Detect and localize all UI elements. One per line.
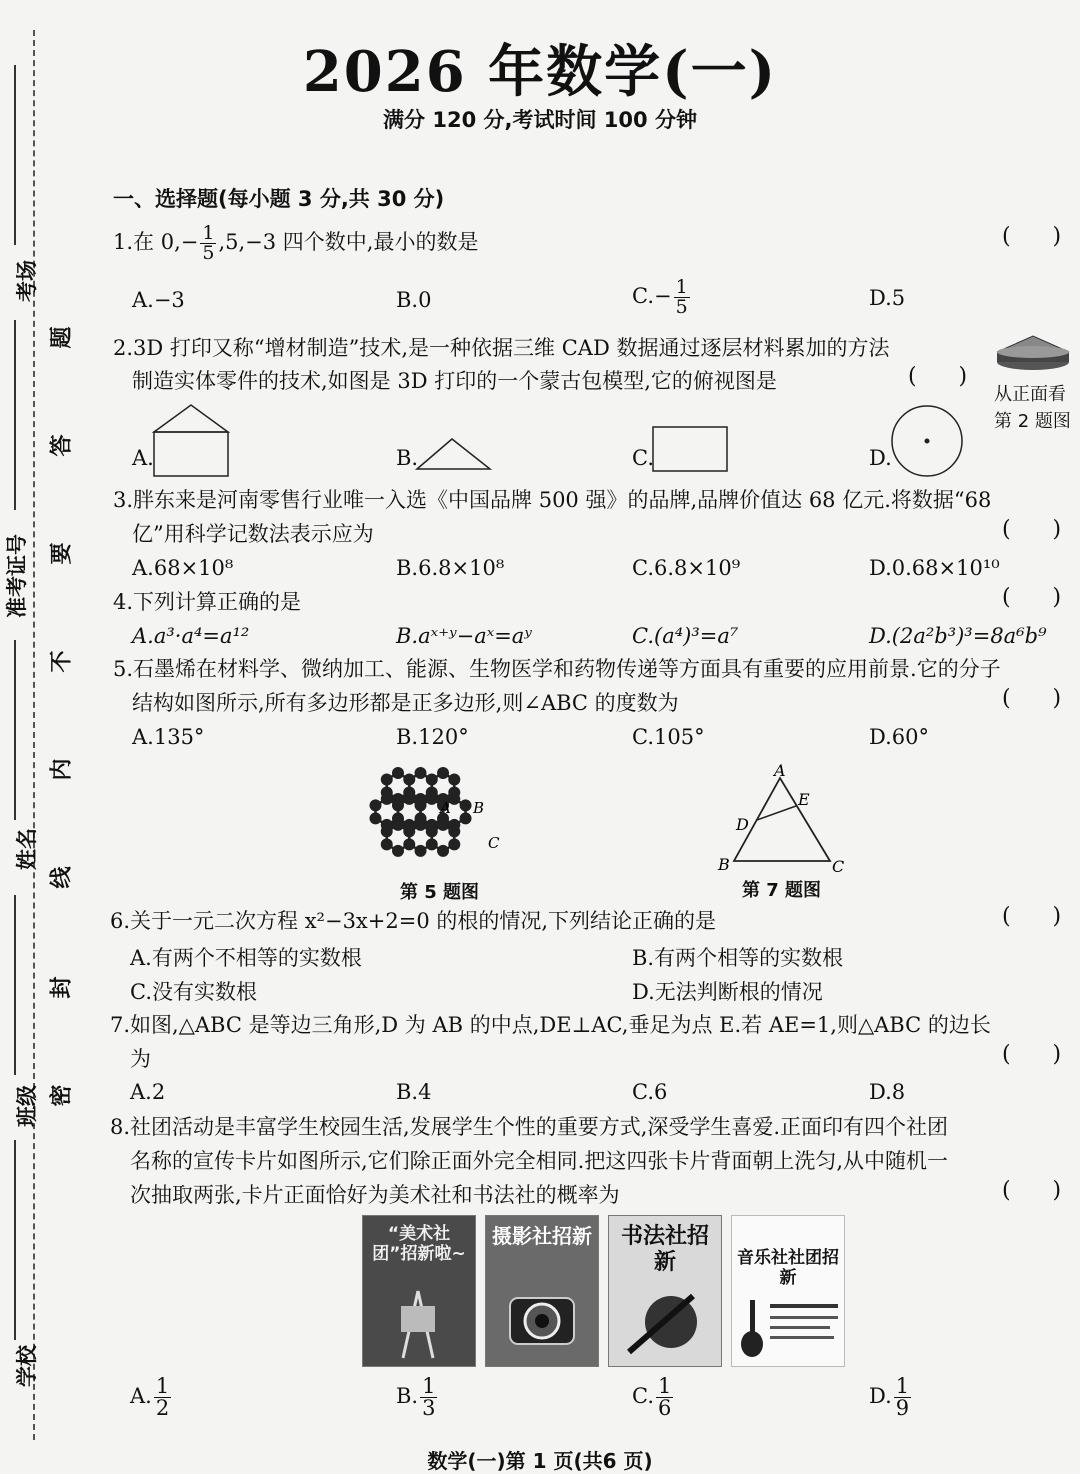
q7-label-e: E bbox=[798, 790, 810, 809]
q6-option-c[interactable]: C.没有实数根 bbox=[130, 980, 257, 1004]
graphene-atom bbox=[403, 825, 415, 837]
q5-figure-caption: 第 5 题图 bbox=[400, 882, 480, 903]
question-3-line-2: 亿”用科学记数法表示应为 bbox=[132, 522, 374, 546]
field-line-ticket-number bbox=[14, 320, 16, 510]
q2-view-direction: 从正面看 bbox=[994, 384, 1066, 405]
graphene-atom bbox=[437, 845, 449, 857]
q5-label-b: B bbox=[473, 799, 485, 817]
q6-option-d[interactable]: D.无法判断根的情况 bbox=[632, 980, 823, 1004]
q7-label-c: C bbox=[832, 857, 845, 876]
q1-option-d[interactable]: D.5 bbox=[869, 286, 906, 310]
graphene-atom bbox=[415, 819, 427, 831]
q1-answer-paren[interactable]: ( ) bbox=[1002, 224, 1062, 249]
q2-option-b-figure[interactable] bbox=[414, 436, 494, 472]
q1-fraction: $\frac{1}{5}$ bbox=[202, 222, 215, 264]
graphene-atom bbox=[381, 825, 393, 837]
q7-label-b: B bbox=[718, 855, 730, 874]
q5-option-a[interactable]: A.135° bbox=[132, 725, 205, 749]
q4-answer-paren[interactable]: ( ) bbox=[1002, 585, 1062, 610]
field-line-class bbox=[14, 895, 16, 1075]
q5-option-d[interactable]: D.60° bbox=[869, 725, 929, 749]
graphene-atom bbox=[403, 793, 415, 805]
graphene-atom bbox=[369, 812, 381, 824]
q1-option-a[interactable]: A.−3 bbox=[132, 288, 185, 312]
q7-label-d: D bbox=[736, 815, 749, 834]
seal-char-5: 内 bbox=[49, 758, 75, 781]
graphene-atom bbox=[426, 774, 438, 786]
question-8-line-2: 名称的宣传卡片如图所示,它们除正面外完全相同.把这四张卡片背面朝上洗匀,从中随机一 bbox=[130, 1149, 949, 1173]
q4-option-b[interactable]: B.aˣ⁺ʸ−aˣ=aʸ bbox=[396, 624, 532, 648]
graphene-atom bbox=[381, 793, 393, 805]
q7-triangle-figure bbox=[712, 764, 852, 876]
q2-option-d-figure[interactable] bbox=[889, 403, 965, 479]
question-5-line-2: 结构如图所示,所有多边形都是正多边形,则∠ABC 的度数为 bbox=[132, 691, 679, 715]
graphene-atom bbox=[381, 838, 393, 850]
page-title: 2026 年数学(一) bbox=[302, 39, 778, 105]
q8-option-c[interactable]: C. $\frac{1}{6}$ bbox=[632, 1374, 672, 1420]
graphene-atom bbox=[448, 825, 460, 837]
graphene-atom bbox=[448, 838, 460, 850]
graphene-atom bbox=[426, 825, 438, 837]
q8-answer-paren[interactable]: ( ) bbox=[1002, 1178, 1062, 1203]
q1-option-c[interactable]: C.− $\frac{1}{5}$ bbox=[632, 276, 688, 318]
field-line-school bbox=[14, 1140, 16, 1340]
yurt-model-figure bbox=[992, 330, 1074, 380]
q5-option-b[interactable]: B.120° bbox=[396, 725, 469, 749]
graphene-atom bbox=[392, 819, 404, 831]
graphene-atom bbox=[415, 767, 427, 779]
seal-char-4: 不 bbox=[49, 650, 75, 673]
binding-margin bbox=[0, 0, 90, 1470]
question-5-line-1: 5.石墨烯在材料学、微纳加工、能源、生物医学和药物传递等方面具有重要的应用前景.它的分子 bbox=[113, 657, 1001, 681]
q1-prefix: 1.在 0,− bbox=[113, 230, 199, 254]
question-8-line-3: 次抽取两张,卡片正面恰好为美术社和书法社的概率为 bbox=[130, 1183, 620, 1207]
q5-label-c: C bbox=[488, 834, 500, 852]
q7-label-a: A bbox=[774, 764, 786, 780]
question-8-line-1: 8.社团活动是丰富学生校园生活,发展学生个性的重要方式,深受学生喜爱.正面印有四个社团 bbox=[110, 1115, 949, 1139]
card-photography-club: 摄影社招新 bbox=[485, 1215, 599, 1367]
seal-char-6: 线 bbox=[49, 866, 75, 889]
q3-option-a[interactable]: A.68×10⁸ bbox=[132, 556, 234, 580]
graphene-atom bbox=[437, 819, 449, 831]
graphene-structure-figure bbox=[360, 760, 520, 875]
q5-label-a: A bbox=[440, 799, 451, 817]
q7-figure-caption: 第 7 题图 bbox=[742, 880, 822, 901]
field-line-name bbox=[14, 640, 16, 820]
q6-option-a[interactable]: A.有两个不相等的实数根 bbox=[130, 946, 362, 970]
graphene-atom bbox=[403, 838, 415, 850]
q4-option-c[interactable]: C.(a⁴)³=a⁷ bbox=[632, 624, 739, 648]
q7-answer-paren[interactable]: ( ) bbox=[1002, 1042, 1062, 1067]
q6-answer-paren[interactable]: ( ) bbox=[1002, 904, 1062, 929]
seal-char-8: 密 bbox=[49, 1084, 75, 1107]
q2-figure-caption: 第 2 题图 bbox=[994, 411, 1071, 432]
section-heading: 一、选择题(每小题 3 分,共 30 分) bbox=[113, 187, 445, 211]
graphene-atom bbox=[392, 767, 404, 779]
q8-option-b[interactable]: B. $\frac{1}{3}$ bbox=[396, 1374, 436, 1420]
q3-option-d[interactable]: D.0.68×10¹⁰ bbox=[869, 556, 1000, 580]
field-label-class: 班级 bbox=[15, 1085, 39, 1127]
seal-char-2: 答 bbox=[49, 434, 75, 457]
q2-option-c-label[interactable]: C. bbox=[632, 446, 654, 470]
q5-answer-paren[interactable]: ( ) bbox=[1002, 686, 1062, 711]
graphene-atom bbox=[415, 845, 427, 857]
q2-option-a-label[interactable]: A. bbox=[132, 446, 154, 470]
graphene-atom bbox=[369, 799, 381, 811]
card-calligraphy-club: 书法社招新 bbox=[608, 1215, 722, 1367]
page-subtitle: 满分 120 分,考试时间 100 分钟 bbox=[383, 108, 697, 132]
graphene-atom bbox=[437, 767, 449, 779]
graphene-atom bbox=[415, 799, 427, 811]
q3-option-b[interactable]: B.6.8×10⁸ bbox=[396, 556, 505, 580]
q4-option-d[interactable]: D.(2a²b³)³=8a⁶b⁹ bbox=[869, 624, 1047, 648]
seal-char-7: 封 bbox=[49, 976, 75, 999]
q2-answer-paren[interactable]: ( ) bbox=[908, 364, 968, 389]
q4-option-a[interactable]: A.a³·a⁴=a¹² bbox=[132, 624, 250, 648]
seal-dashed-line bbox=[33, 30, 35, 1440]
field-label-ticket-number: 准考证号 bbox=[5, 534, 29, 618]
graphene-atom bbox=[392, 845, 404, 857]
q8-option-d[interactable]: D. $\frac{1}{9}$ bbox=[869, 1374, 910, 1420]
q2-option-c-figure[interactable] bbox=[650, 424, 730, 474]
graphene-atom bbox=[426, 838, 438, 850]
graphene-atom bbox=[381, 774, 393, 786]
question-1 bbox=[113, 224, 478, 263]
q6-option-b[interactable]: B.有两个相等的实数根 bbox=[632, 946, 844, 970]
q1-option-b[interactable]: B.0 bbox=[396, 288, 432, 312]
q1-suffix: ,5,−3 四个数中,最小的数是 bbox=[218, 230, 479, 254]
q8-option-a[interactable]: A. $\frac{1}{2}$ bbox=[130, 1374, 170, 1420]
seal-char-1: 题 bbox=[49, 326, 75, 349]
q2-option-d-label[interactable]: D. bbox=[869, 446, 892, 470]
graphene-atom bbox=[448, 774, 460, 786]
field-label-school: 学校 bbox=[15, 1345, 39, 1387]
question-2-line-2: 制造实体零件的技术,如图是 3D 打印的一个蒙古包模型,它的俯视图是 bbox=[132, 369, 777, 393]
card-art-club: “美术社团”招新啦~ bbox=[362, 1215, 476, 1367]
graphene-atom bbox=[403, 774, 415, 786]
q5-option-c[interactable]: C.105° bbox=[632, 725, 705, 749]
q7-option-b[interactable]: B.4 bbox=[396, 1080, 432, 1104]
seal-char-3: 要 bbox=[49, 542, 75, 565]
field-label-name: 姓名 bbox=[15, 828, 39, 870]
question-7-line-2: 为 bbox=[130, 1047, 151, 1071]
question-7-line-1: 7.如图,△ABC 是等边三角形,D 为 AB 的中点,DE⊥AC,垂足为点 E.若 AE=1,则△ABC 的边长 bbox=[110, 1013, 991, 1037]
graphene-atom bbox=[460, 799, 472, 811]
q3-answer-paren[interactable]: ( ) bbox=[1002, 517, 1062, 542]
q7-option-a[interactable]: A.2 bbox=[130, 1080, 166, 1104]
question-6-line-1: 6.关于一元二次方程 x²−3x+2=0 的根的情况,下列结论正确的是 bbox=[110, 909, 717, 933]
page-footer: 数学(一)第 1 页(共6 页) bbox=[427, 1449, 653, 1473]
question-2-line-1: 2.3D 打印又称“增材制造”技术,是一种依据三维 CAD 数据通过逐层材料累加的方法 bbox=[113, 336, 890, 360]
q7-option-d[interactable]: D.8 bbox=[869, 1080, 906, 1104]
card-music-club: 音乐社社团招新 bbox=[731, 1215, 845, 1367]
graphene-atom bbox=[392, 799, 404, 811]
q2-option-a-figure[interactable] bbox=[150, 402, 232, 480]
question-3-line-1: 3.胖东来是河南零售行业唯一入选《中国品牌 500 强》的品牌,品牌价值达 68 亿元.将数据“68 bbox=[113, 488, 992, 512]
question-4-line-1: 4.下列计算正确的是 bbox=[113, 590, 302, 614]
field-label-exam-room: 考场 bbox=[15, 260, 39, 302]
q3-option-c[interactable]: C.6.8×10⁹ bbox=[632, 556, 741, 580]
graphene-atom bbox=[460, 812, 472, 824]
q2-option-b-label[interactable]: B. bbox=[396, 446, 419, 470]
graphene-atom bbox=[426, 793, 438, 805]
q7-option-c[interactable]: C.6 bbox=[632, 1080, 668, 1104]
